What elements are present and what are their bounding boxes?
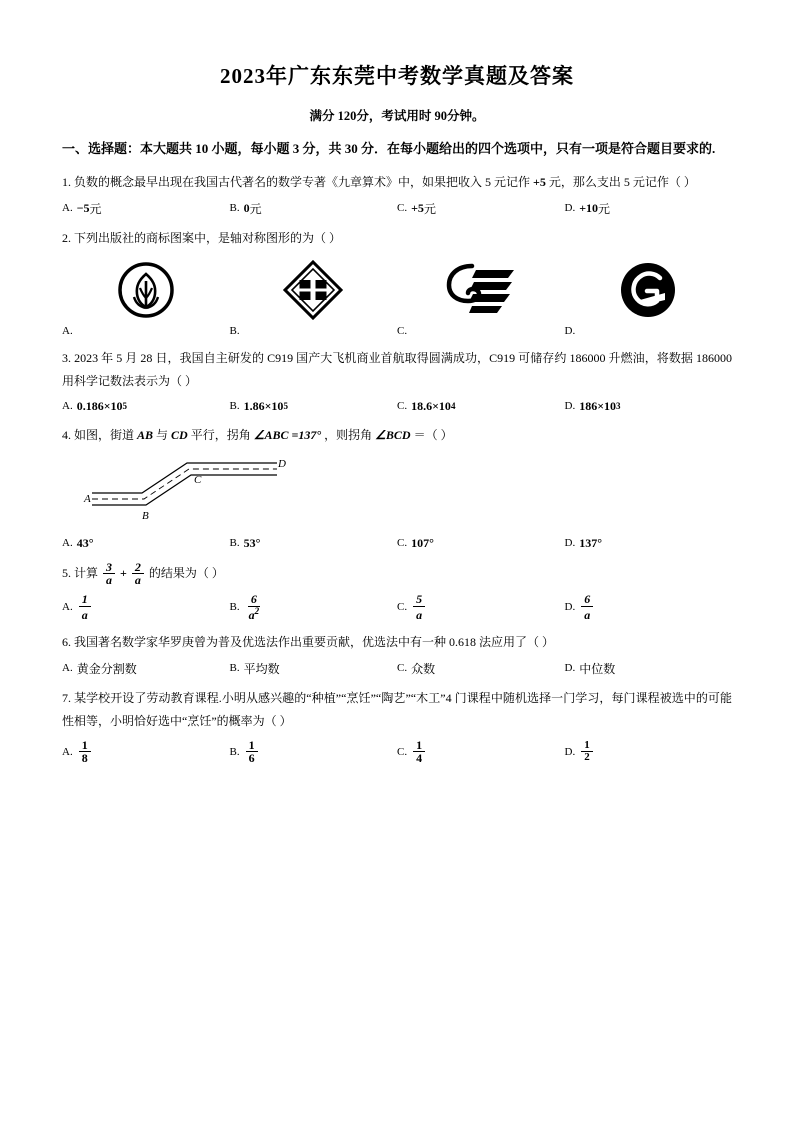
option-b[interactable] — [230, 739, 398, 765]
option-b-fraction — [246, 739, 258, 765]
denominator: a — [584, 607, 591, 622]
numerator: 6 — [248, 593, 260, 607]
option-d-fraction — [581, 593, 593, 621]
question-4-number: 4. — [62, 427, 71, 442]
page-title: 2023年广东东莞中考数学真题及答案 — [220, 64, 574, 88]
option-c-label: C. — [397, 745, 408, 758]
question-7-number: 7. — [62, 690, 71, 705]
question-1-number: 1. — [62, 174, 71, 189]
option-c-label: C. — [397, 537, 408, 550]
numerator: 1 — [413, 739, 425, 753]
option-b-unit: 元 — [249, 201, 262, 216]
option-c[interactable] — [397, 399, 565, 414]
question-5-text-before: 计算 — [74, 565, 99, 580]
option-b-label: B. — [229, 537, 240, 550]
option-d[interactable] — [565, 593, 733, 621]
section-heading: 一、选择题：本大题共 10 小题，每小题 3 分，共 30 分．在每小题给出的四个选项中，只有一项是符合题目要求的. — [62, 141, 716, 156]
option-a-exponent: 5 — [122, 401, 128, 412]
option-a-label: A. — [62, 325, 73, 338]
question-1-text-after: 元，那么支出 5 元记作（ ） — [548, 174, 696, 189]
option-b[interactable] — [230, 399, 398, 414]
svg-text:C: C — [194, 473, 202, 486]
option-d-unit: 元 — [598, 201, 611, 216]
option-a[interactable] — [62, 593, 230, 621]
option-d[interactable] — [565, 259, 733, 337]
question-7-text: 某学校开设了劳动教育课程.小明从感兴趣的“种植”“烹饪”“陶艺”“木工”4 门课程中随机选择一门学习，每门课程被选中的可能性相等，小明恰好选中“烹饪”的概率为（ ） — [62, 690, 732, 728]
question-1-inline-math: +5 — [533, 174, 546, 189]
question-4-text-2: 与 — [156, 427, 169, 442]
option-b-value: 1.86×10 — [243, 398, 284, 413]
question-4-text-4: ，则拐角 — [324, 427, 373, 442]
question-2-options — [62, 259, 732, 337]
option-b-label: B. — [229, 745, 240, 758]
denominator: $a^2$ — [248, 605, 260, 622]
option-b-value: 53° — [243, 535, 261, 550]
question-2-number: 2. — [62, 230, 71, 245]
option-d-value: +10 — [579, 200, 599, 215]
option-a[interactable] — [62, 259, 230, 337]
publisher-logo-circle-g-icon — [618, 259, 678, 321]
option-c[interactable] — [397, 200, 565, 217]
question-6-options — [62, 660, 732, 677]
question-4-angle-abc: ∠ABC =137° — [253, 427, 322, 442]
option-a[interactable] — [62, 399, 230, 414]
question-4-segment-cd: CD — [171, 427, 188, 442]
option-d-fraction — [581, 740, 593, 764]
question-4-figure — [82, 453, 732, 530]
option-c-value: 107° — [411, 535, 434, 550]
option-a-unit: 元 — [89, 201, 102, 216]
option-c[interactable] — [397, 536, 565, 551]
question-5 — [62, 561, 732, 587]
denominator: a — [134, 573, 141, 588]
question-1 — [62, 171, 732, 194]
numerator: 5 — [413, 593, 425, 607]
option-d-label: D. — [564, 745, 576, 758]
option-a[interactable] — [62, 536, 230, 551]
option-a-label: A. — [62, 537, 73, 550]
question-4-text-5: ＝（ ） — [413, 427, 453, 442]
option-c-label: C. — [397, 400, 408, 413]
question-4-text-1: 如图，街道 — [74, 427, 135, 442]
option-b-label: B. — [229, 601, 240, 614]
option-b[interactable] — [230, 259, 398, 337]
question-5-operator: + — [120, 565, 127, 580]
question-5-options — [62, 593, 732, 621]
question-4 — [62, 424, 732, 447]
option-d-value: 137° — [579, 535, 603, 550]
svg-text:A: A — [84, 492, 91, 505]
option-c-value: 众数 — [411, 661, 436, 676]
option-c-unit: 元 — [423, 201, 436, 216]
option-a-label: A. — [62, 202, 73, 215]
option-c-value: 18.6×10 — [411, 398, 451, 413]
question-3-options — [62, 399, 732, 414]
option-d-label: D. — [564, 601, 576, 614]
option-a-value: 43° — [76, 535, 94, 550]
option-d-label: D. — [564, 662, 576, 675]
denominator: a — [81, 607, 88, 622]
option-d-label: D. — [564, 537, 576, 550]
option-c[interactable] — [397, 739, 565, 765]
numerator: 2 — [132, 561, 144, 575]
option-d-value: 中位数 — [579, 661, 616, 676]
numerator: 1 — [581, 740, 593, 753]
option-d[interactable] — [565, 739, 733, 765]
option-b-label: B. — [229, 202, 240, 215]
option-c[interactable] — [397, 660, 565, 677]
option-c-exponent: 4 — [450, 401, 456, 412]
option-c-label: C. — [397, 202, 408, 215]
option-c-label: C. — [397, 662, 408, 675]
question-5-fraction-2 — [132, 561, 144, 587]
question-4-text-3: 平行，拐角 — [190, 427, 251, 442]
option-a-value: 黄金分割数 — [76, 661, 137, 676]
question-6 — [62, 631, 732, 654]
question-6-number: 6. — [62, 635, 71, 650]
question-4-segment-ab: AB — [137, 427, 154, 442]
option-c-value: +5 — [411, 200, 424, 215]
option-d-value: 186×10 — [579, 398, 617, 413]
question-5-fraction-1 — [103, 561, 115, 587]
option-a-value: −5 — [76, 200, 90, 215]
option-c-fraction — [413, 593, 425, 621]
option-b[interactable] — [230, 660, 398, 677]
question-7 — [62, 687, 732, 733]
option-b[interactable] — [230, 200, 398, 217]
option-b-value: 0 — [243, 200, 250, 215]
option-a-label: A. — [62, 400, 73, 413]
numerator: 6 — [581, 593, 593, 607]
option-c-label: C. — [397, 325, 408, 338]
numerator: 1 — [79, 593, 91, 607]
svg-text:D: D — [278, 457, 286, 470]
question-5-text-after: 的结果为（ ） — [148, 565, 224, 580]
option-c[interactable] — [397, 593, 565, 621]
option-d[interactable] — [565, 660, 733, 677]
option-b[interactable] — [230, 536, 398, 551]
option-b-label: B. — [229, 325, 240, 338]
question-5-number: 5. — [62, 565, 71, 580]
question-3-number: 3. — [62, 351, 71, 366]
option-a-label: A. — [62, 662, 73, 675]
option-b-label: B. — [229, 400, 240, 413]
option-b-label: B. — [229, 662, 240, 675]
option-d[interactable] — [565, 399, 733, 414]
option-b-value: 平均数 — [243, 661, 280, 676]
option-a[interactable] — [62, 200, 230, 217]
option-b-exponent: 5 — [283, 401, 288, 412]
option-d-label: D. — [564, 202, 576, 215]
option-a[interactable] — [62, 660, 230, 677]
option-b[interactable] — [230, 593, 398, 621]
option-a-fraction — [79, 593, 91, 621]
denominator: 2 — [584, 751, 590, 764]
svg-text:B: B — [142, 509, 149, 522]
publisher-logo-leaf-icon — [117, 259, 175, 321]
denominator: 6 — [248, 751, 255, 766]
question-3 — [62, 347, 732, 393]
question-4-angle-bcd: ∠BCD — [375, 427, 411, 442]
numerator: 1 — [79, 739, 91, 753]
option-c-label: C. — [397, 601, 408, 614]
option-a-label: A. — [62, 745, 73, 758]
option-a[interactable] — [62, 739, 230, 765]
option-a-label: A. — [62, 601, 73, 614]
denominator: 8 — [81, 751, 88, 766]
question-3-text: 2023 年 5 月 28 日，我国自主研发的 C919 国产大飞机商业首航取得圆满成功，C919 可储存约 186000 升燃油，将数据 186000 用科学记数法表示为（ ） — [62, 351, 732, 389]
publisher-logo-book-swirl-icon — [442, 259, 520, 321]
option-d-exponent: 3 — [616, 401, 621, 412]
option-d-label: D. — [564, 325, 576, 338]
option-d-label: D. — [564, 400, 576, 413]
exam-subtitle: 满分 120分，考试用时 90分钟。 — [309, 109, 485, 123]
denominator: a — [106, 573, 113, 588]
option-b-fraction — [246, 593, 263, 621]
option-c-fraction — [413, 739, 425, 765]
question-2-text: 下列出版社的商标图案中，是轴对称图形的为（ ） — [74, 230, 342, 245]
denominator: 4 — [416, 751, 423, 766]
option-c[interactable] — [397, 259, 565, 337]
question-6-text: 我国著名数学家华罗庚曾为普及优选法作出重要贡献，优选法中有一种 0.618 法应用了（ ） — [74, 635, 555, 650]
question-4-options — [62, 536, 732, 551]
question-7-options — [62, 739, 732, 765]
question-1-options — [62, 200, 732, 217]
option-d[interactable] — [565, 536, 733, 551]
question-2 — [62, 227, 732, 250]
numerator: 3 — [103, 561, 115, 575]
option-a-value: 0.186×10 — [76, 398, 123, 413]
denominator: a — [416, 607, 423, 622]
publisher-logo-diamond-grid-icon — [283, 259, 343, 321]
option-d[interactable] — [565, 200, 733, 217]
question-1-text-before: 负数的概念最早出现在我国古代著名的数学专著《九章算术》中，如果把收入 5 元记作 — [74, 174, 531, 189]
option-a-fraction — [79, 739, 91, 765]
numerator: 1 — [246, 739, 258, 753]
